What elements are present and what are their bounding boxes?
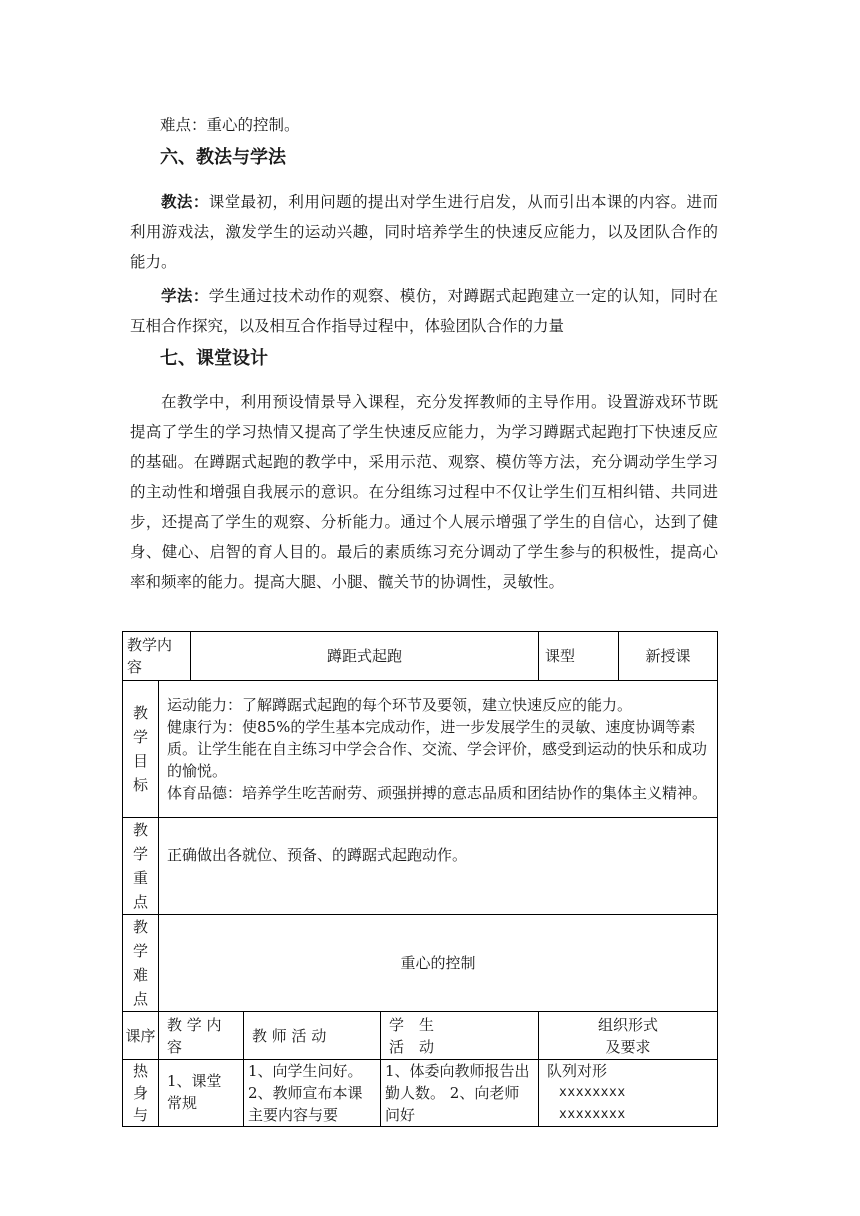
- key-point-label: 教 学 重 点: [123, 818, 159, 915]
- content-label: 教学内容: [123, 632, 191, 681]
- student-activity-header: 学 生 活 动: [381, 1012, 539, 1060]
- content-header: 教 学 内 容: [159, 1012, 244, 1060]
- objectives-cell: [159, 681, 718, 818]
- order-header: 课序: [123, 1012, 159, 1060]
- learning-method-paragraph: [130, 281, 718, 341]
- objectives-row: [123, 681, 718, 818]
- teaching-method-label: 教法：: [161, 192, 209, 211]
- warmup-teacher-activity: 1、向学生问好。2、教师宣布本课主要内容与要: [244, 1060, 381, 1127]
- content-value: 蹲距式起跑: [191, 632, 539, 681]
- objectives-label: 教 学 目 标: [123, 681, 159, 818]
- difficulty-line: 难点：重心的控制。: [160, 116, 300, 134]
- objective-motor: 运动能力：了解蹲踞式起跑的每个环节及要领，建立快速反应的能力。: [167, 696, 633, 714]
- section7-heading: 七、课堂设计: [160, 348, 268, 369]
- warmup-content: 1、课堂常规: [159, 1060, 244, 1127]
- warmup-student-activity: 1、体委向教师报告出勤人数。 2、向老师问好: [381, 1060, 539, 1127]
- learning-method-label: 学法：: [161, 286, 209, 305]
- lesson-design-paragraph: 在教学中，利用预设情景导入课程，充分发挥教师的主导作用。设置游戏环节既提高了学生的学习热情又提高了学生快速反应能力，为学习蹲踞式起跑打下快速反应的基础。在蹲踞式起跑的教学中，采用示范、观察、模仿等方法，充分调动学生学习的主动性和增强自我展示的意识。在分组练习过程中不仅让学生们互相纠错、共同进步，还提高了学生的观察、分析能力。通过个人展示增强了学生的自信心，达到了健身、健心、启智的育人目的。最后的素质练习充分调动了学生参与的积极性，提高心率和频率的能力。提高大腿、小腿、髋关节的协调性，灵敏性。: [130, 393, 718, 591]
- formation-row-2: xxxxxxxx: [559, 1107, 626, 1122]
- formation-title: 队列对形: [547, 1062, 608, 1080]
- lesson-plan-table: [122, 631, 718, 1127]
- teacher-activity-header: 教 师 活 动: [244, 1012, 381, 1060]
- difficult-point-value: 重心的控制: [159, 915, 718, 1012]
- warmup-order: 热 身 与: [123, 1060, 159, 1127]
- objective-moral: 体育品德：培养学生吃苦耐劳、顽强拼搏的意志品质和团结协作的集体主义精神。: [167, 784, 708, 802]
- key-point-row: [123, 818, 718, 915]
- warmup-organization: [539, 1060, 718, 1127]
- warmup-row: [123, 1060, 718, 1127]
- difficult-point-row: [123, 915, 718, 1012]
- difficult-point-label: 教 学 难 点: [123, 915, 159, 1012]
- type-label: 课型: [539, 632, 619, 681]
- type-value: 新授课: [619, 632, 718, 681]
- section6-heading: 六、教法与学法: [160, 147, 286, 168]
- content-row: [123, 632, 718, 681]
- key-point-value: 正确做出各就位、预备、的蹲踞式起跑动作。: [159, 818, 718, 915]
- teaching-method-paragraph: [130, 187, 718, 277]
- objective-health: 健康行为：使85%的学生基本完成动作，进一步发展学生的灵敏、速度协调等素质。让学生能在自主练习中学会合作、交流、学会评价，感受到运动的快乐和成功的愉悦。: [167, 718, 708, 780]
- organization-header: 组织形式 及要求: [539, 1012, 718, 1060]
- learning-method-text: 学生通过技术动作的观察、模仿，对蹲踞式起跑建立一定的认知，同时在互相合作探究，以及相互合作指导过程中，体验团队合作的力量: [130, 287, 718, 335]
- teaching-method-text: 课堂最初，利用问题的提出对学生进行启发，从而引出本课的内容。进而利用游戏法，激发学生的运动兴趣，同时培养学生的快速反应能力，以及团队合作的能力。: [130, 193, 718, 271]
- formation-row-1: xxxxxxxx: [559, 1085, 626, 1100]
- activity-header-row: [123, 1012, 718, 1060]
